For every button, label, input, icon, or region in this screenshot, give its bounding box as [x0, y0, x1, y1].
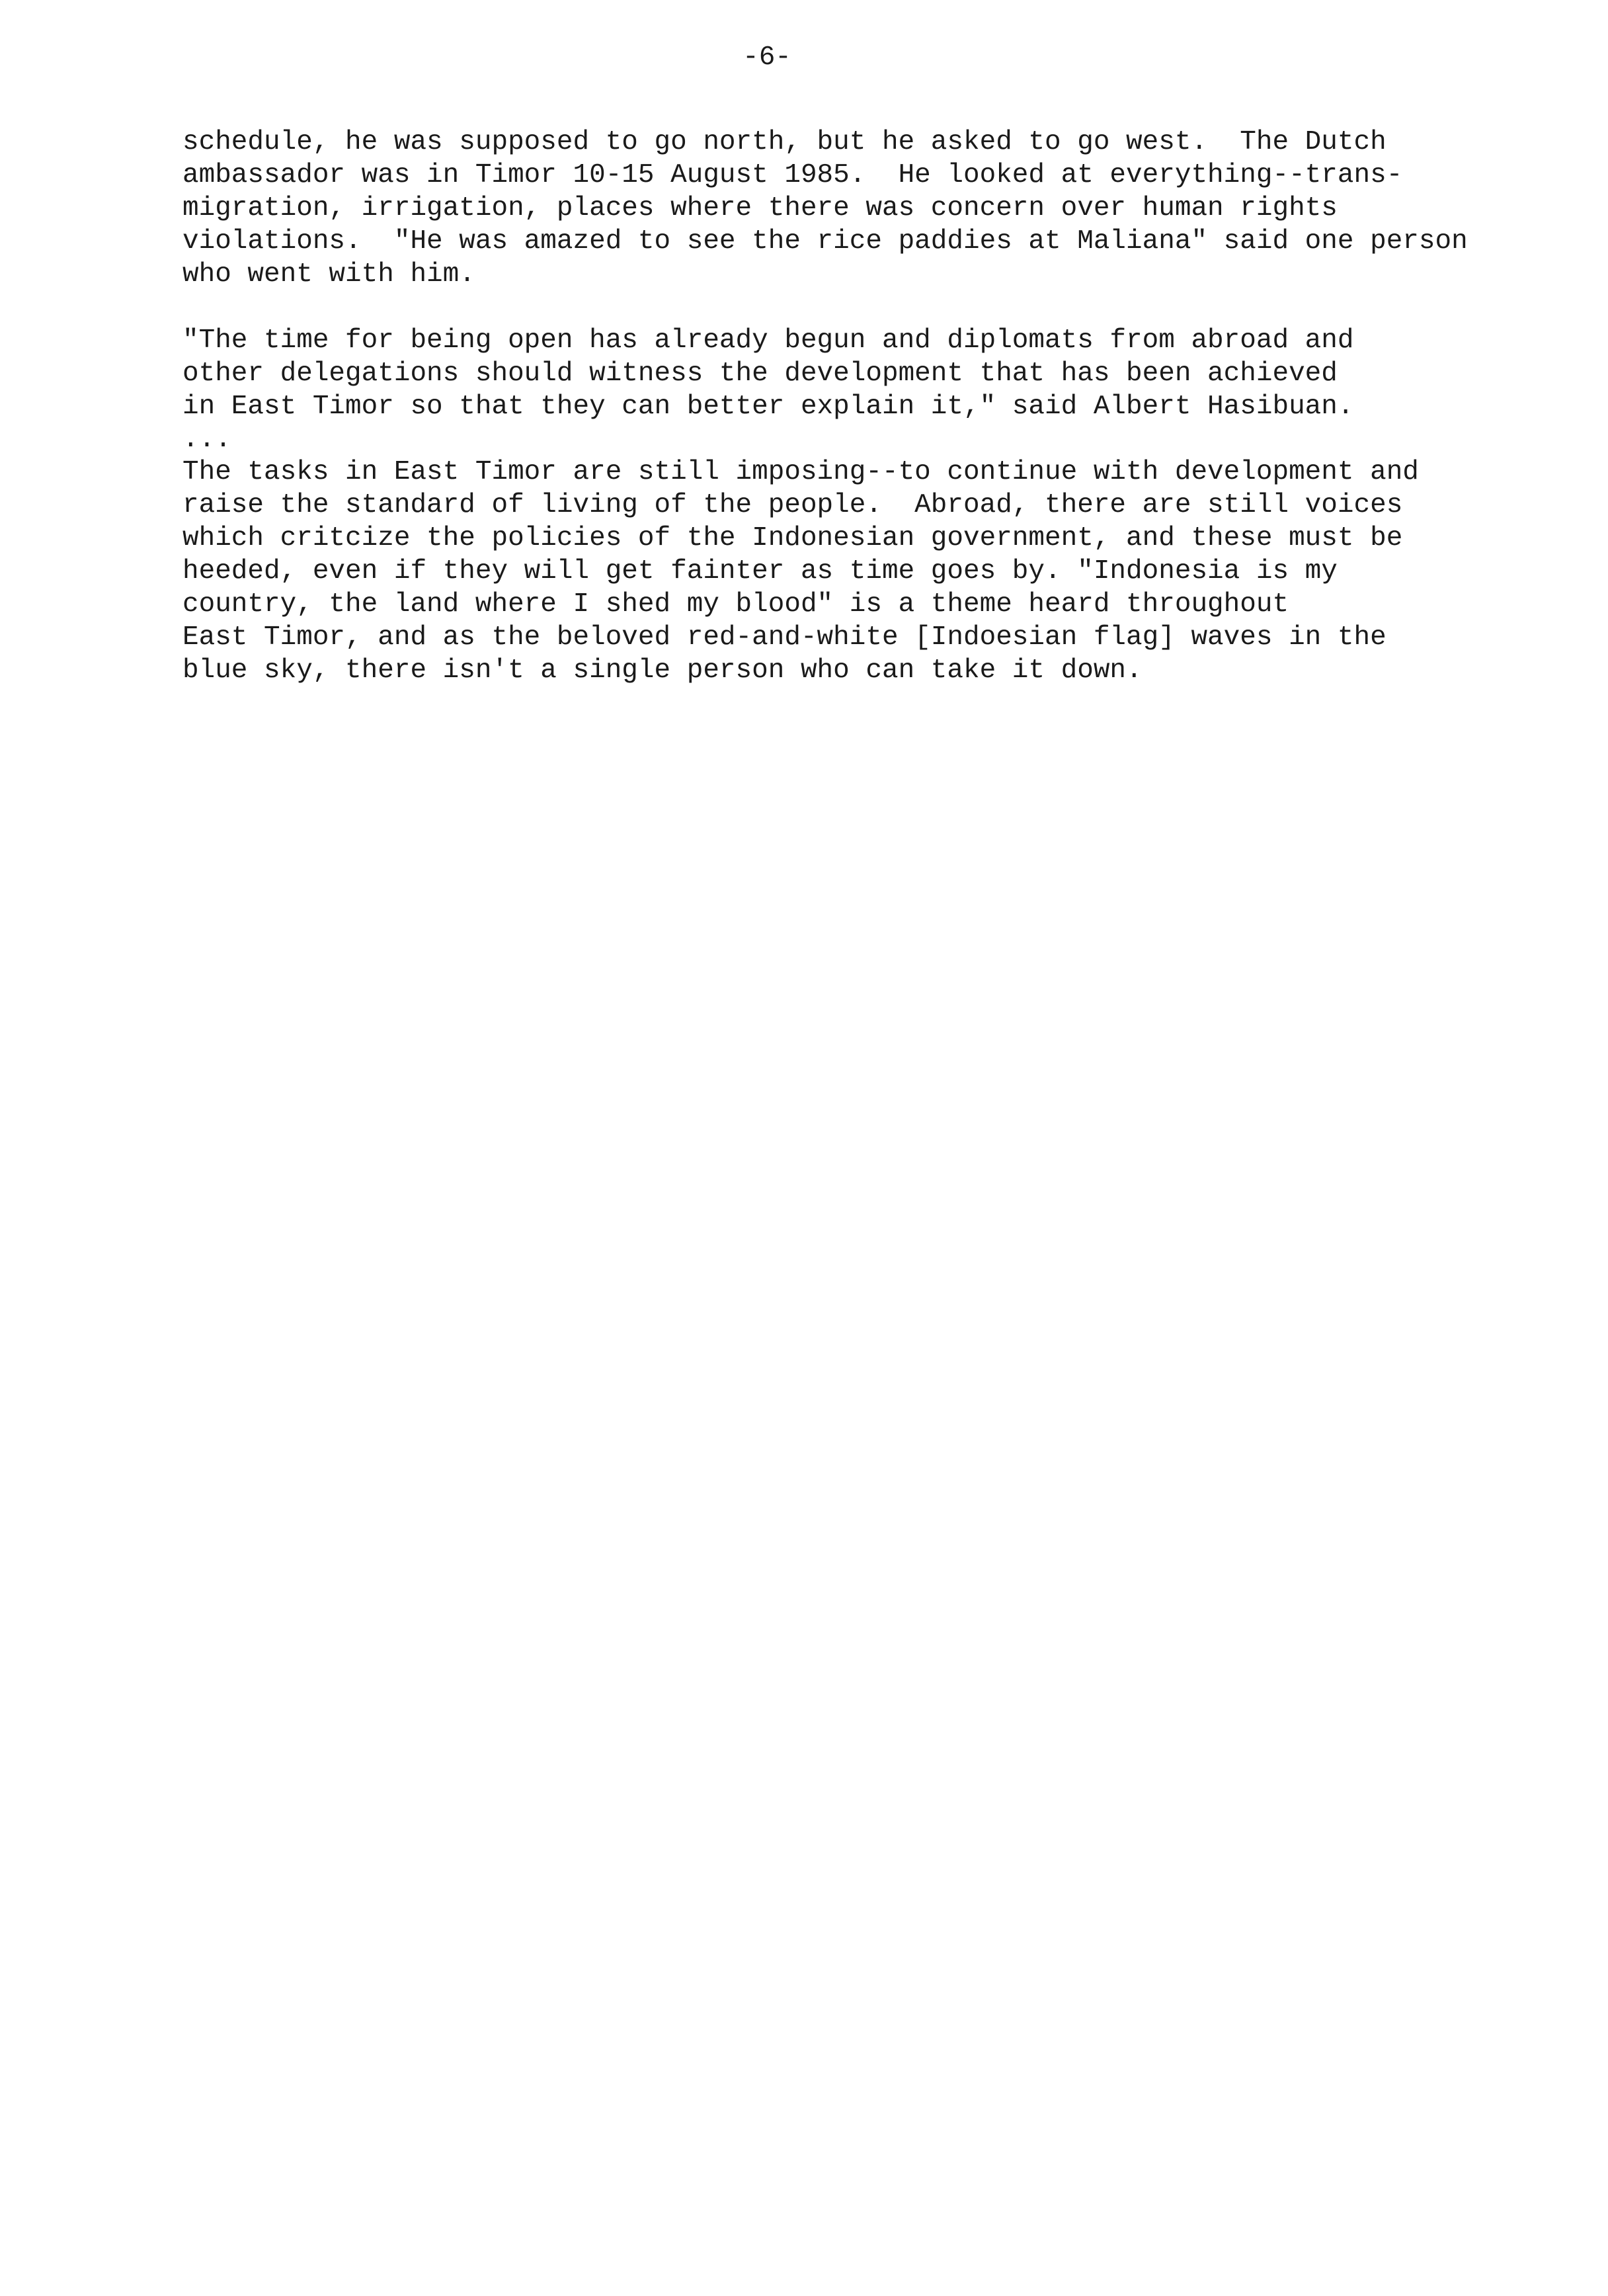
text-line: "The time for being open has already begun and diplomats from abroad and: [182, 325, 1354, 356]
text-line: East Timor, and as the beloved red-and-white [Indoesian flag] waves in the: [182, 622, 1387, 653]
text-line: in East Timor so that they can better explain it," said Albert Hasibuan.: [182, 391, 1354, 422]
text-line: country, the land where I shed my blood" is a theme heard throughout: [182, 589, 1289, 620]
text-line: raise the standard of living of the people. Abroad, there are still voices: [182, 490, 1403, 520]
text-line: schedule, he was supposed to go north, but he asked to go west. The Dutch: [182, 127, 1387, 157]
page-number: -6-: [743, 42, 791, 73]
text-line: ambassador was in Timor 10-15 August 1985. He looked at everything--trans-: [182, 160, 1403, 190]
text-line: migration, irrigation, places where there was concern over human rights: [182, 193, 1338, 224]
paragraph-dutch-ambassador: [182, 126, 1468, 291]
text-line: who went with him.: [182, 259, 475, 290]
ellipsis-line: ...: [182, 425, 231, 455]
text-line: The tasks in East Timor are still imposing--to continue with development and: [182, 457, 1419, 487]
text-line: violations. "He was amazed to see the rice paddies at Maliana" said one person: [182, 226, 1468, 257]
paragraph-tasks-east-timor: [182, 456, 1419, 687]
text-line: other delegations should witness the development that has been achieved: [182, 358, 1338, 389]
paragraph-hasibuan-quote: [182, 324, 1354, 456]
text-line: blue sky, there isn't a single person who can take it down.: [182, 655, 1143, 686]
text-line: heeded, even if they will get fainter as time goes by. "Indonesia is my: [182, 556, 1338, 587]
text-line: which critcize the policies of the Indonesian government, and these must be: [182, 523, 1403, 554]
